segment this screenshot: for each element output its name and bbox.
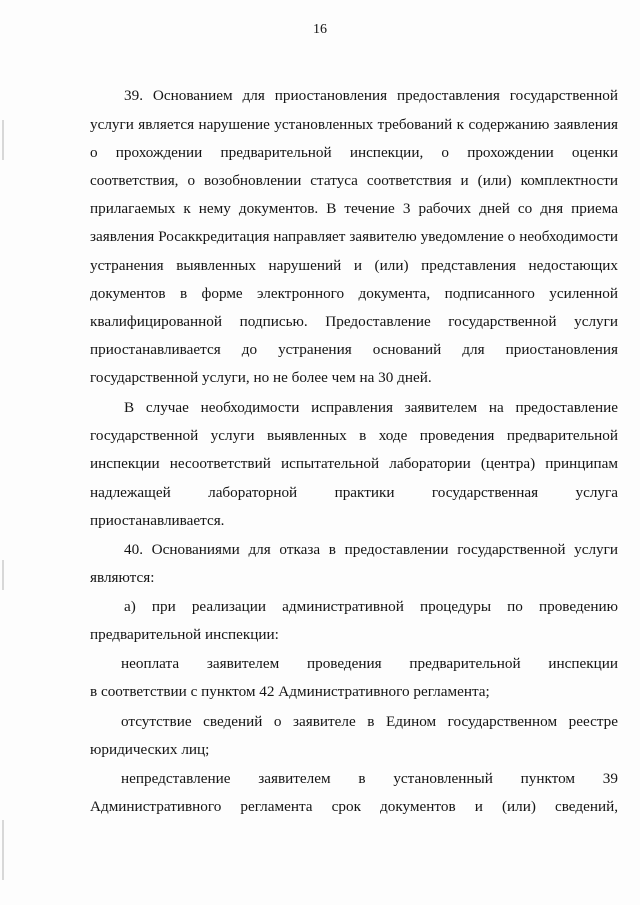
text-line: соответствия, о возобновлении статуса соответствия и (или) комплектности — [90, 172, 618, 189]
text-line: квалифицированной подписью. Предоставление государственной услуги — [90, 313, 618, 330]
scan-edge-mark — [2, 560, 4, 590]
text-line: непредставление заявителем в установленный пунктом 39 — [121, 770, 618, 787]
page-number: 16 — [313, 22, 327, 37]
text-line: 39. Основанием для приостановления предоставления государственной — [124, 87, 618, 104]
text-line: являются: — [90, 569, 155, 586]
text-line: прилагаемых к нему документов. В течение 3 рабочих дней со дня приема — [90, 200, 618, 217]
text-line: документов в форме электронного документа, подписанного усиленной — [90, 285, 618, 302]
text-line: в соответствии с пунктом 42 Административного регламента; — [90, 683, 490, 700]
text-line: В случае необходимости исправления заявителем на предоставление — [124, 399, 618, 416]
text-line: предварительной инспекции: — [90, 626, 279, 643]
text-line: 40. Основаниями для отказа в предоставлении государственной услуги — [124, 541, 618, 558]
text-line: надлежащей лабораторной практики государственная услуга — [90, 484, 618, 501]
scan-edge-mark — [2, 820, 4, 880]
text-line: юридических лиц; — [90, 741, 210, 758]
text-line: устранения выявленных нарушений и (или) представления недостающих — [90, 257, 618, 274]
text-line: заявления Росаккредитация направляет заявителю уведомление о необходимости — [90, 228, 618, 245]
text-line: Административного регламента срок документов и (или) сведений, — [90, 798, 618, 815]
text-line: инспекции несоответствий испытательной лаборатории (центра) принципам — [90, 455, 618, 472]
text-line: государственной услуги, но не более чем на 30 дней. — [90, 369, 432, 386]
text-line: неоплата заявителем проведения предварительной инспекции — [121, 655, 618, 672]
text-line: приостанавливается до устранения оснований для приостановления — [90, 341, 618, 358]
text-line: а) при реализации административной процедуры по проведению — [124, 598, 618, 615]
text-line: услуги является нарушение установленных требований к содержанию заявления — [90, 116, 618, 133]
text-line: отсутствие сведений о заявителе в Едином государственном реестре — [121, 713, 618, 730]
text-line: приостанавливается. — [90, 512, 225, 529]
text-line: о прохождении предварительной инспекции, о прохождении оценки — [90, 144, 618, 161]
text-line: государственной услуги выявленных в ходе проведения предварительной — [90, 427, 618, 444]
scan-edge-mark — [2, 120, 4, 160]
